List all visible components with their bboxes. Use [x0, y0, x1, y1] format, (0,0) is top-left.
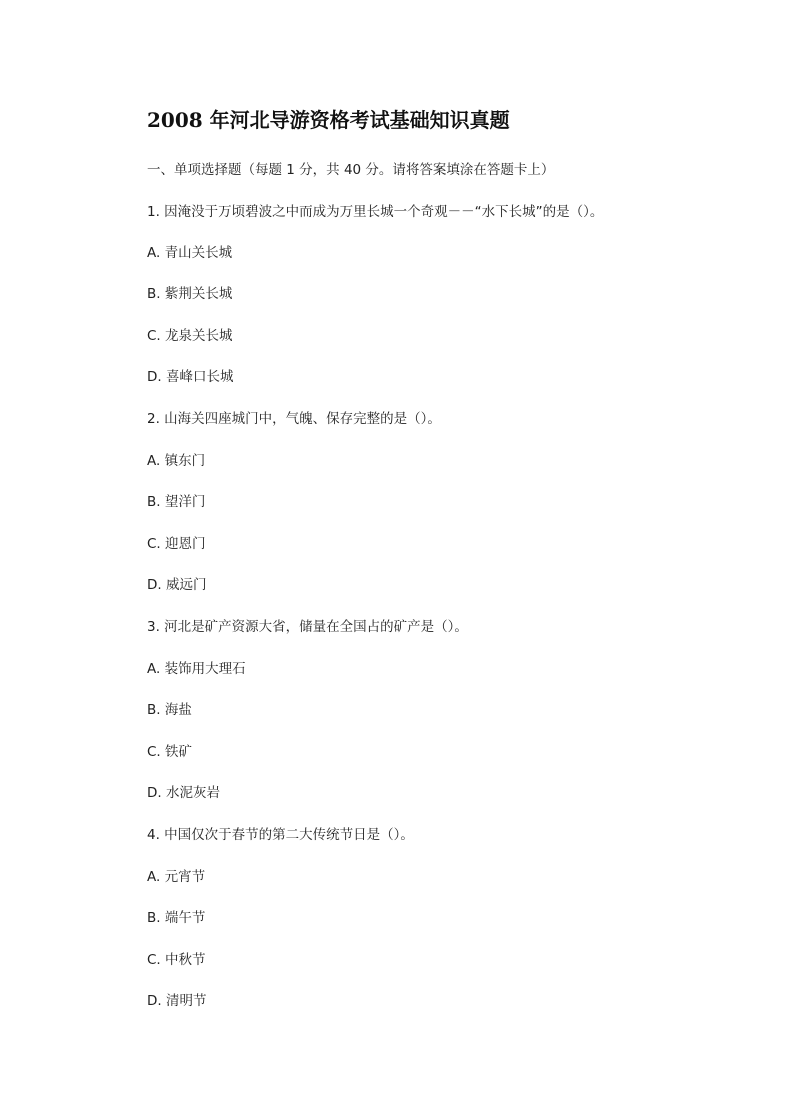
question-option: B. 端午节	[147, 910, 206, 926]
document-title: 2008 年河北导游资格考试基础知识真题	[147, 108, 510, 132]
question-option: B. 紫荆关长城	[147, 286, 233, 302]
question-option: A. 镇东门	[147, 453, 206, 469]
question-option: D. 水泥灰岩	[147, 785, 220, 801]
question-option: B. 海盐	[147, 702, 192, 718]
question-option: A. 装饰用大理石	[147, 661, 246, 677]
question-option: C. 中秋节	[147, 952, 206, 968]
question-option: D. 喜峰口长城	[147, 369, 234, 385]
question-option: A. 元宵节	[147, 869, 206, 885]
question-option: C. 迎恩门	[147, 536, 206, 552]
question-option: C. 龙泉关长城	[147, 328, 233, 344]
question-stem: 1. 因淹没于万顷碧波之中而成为万里长城一个奇观－－“水下长城”的是（）。	[147, 204, 604, 220]
section-heading: 一、单项选择题（每题 1 分，共 40 分。请将答案填涂在答题卡上）	[147, 162, 555, 178]
question-stem: 3. 河北是矿产资源大省，储量在全国占的矿产是（）。	[147, 619, 468, 635]
question-option: B. 望洋门	[147, 494, 206, 510]
question-stem: 4. 中国仅次于春节的第二大传统节日是（）。	[147, 827, 414, 843]
question-option: D. 威远门	[147, 577, 207, 593]
question-option: A. 青山关长城	[147, 245, 233, 261]
question-option: C. 铁矿	[147, 744, 193, 760]
question-stem: 2. 山海关四座城门中，气魄、保存完整的是（）。	[147, 411, 441, 427]
question-option: D. 清明节	[147, 993, 207, 1009]
